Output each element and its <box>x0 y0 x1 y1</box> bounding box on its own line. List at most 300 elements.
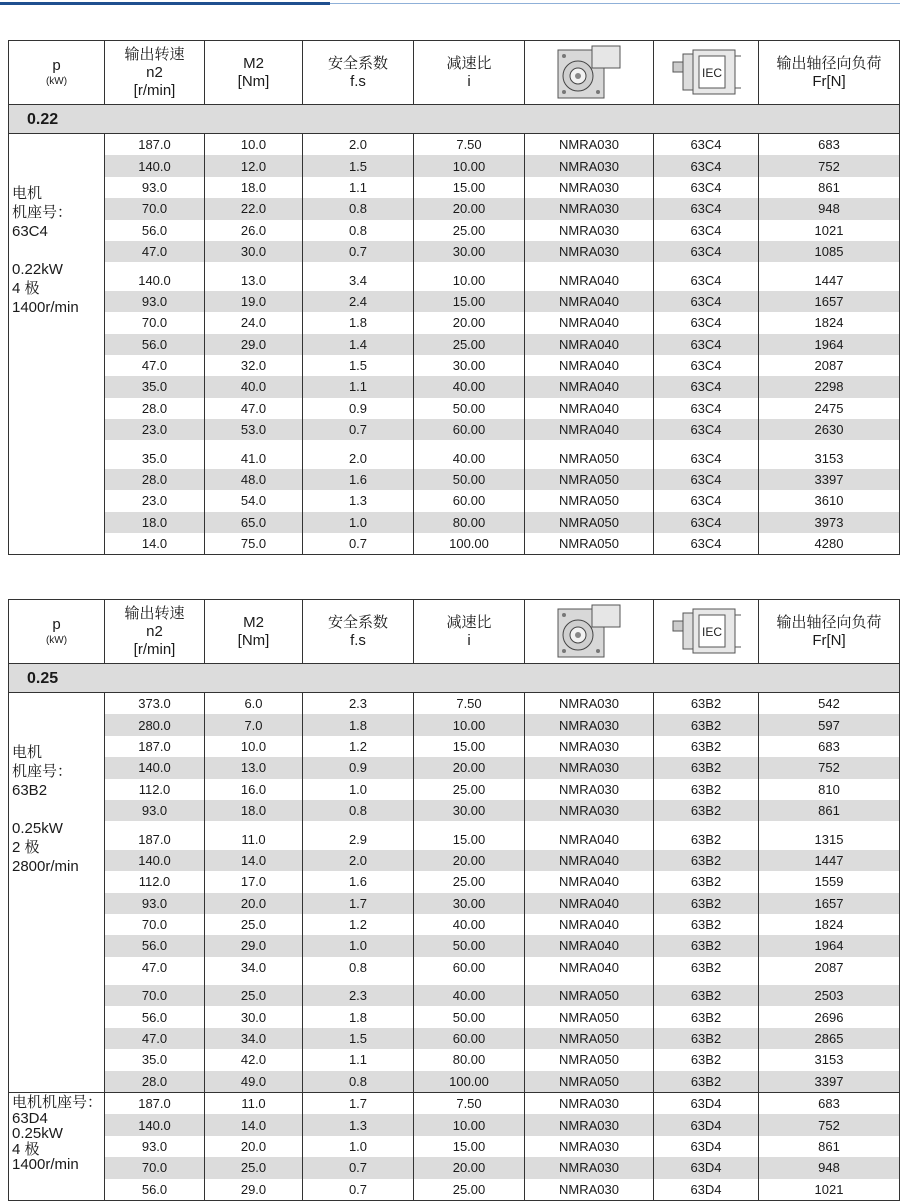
table-cell: 20.00 <box>414 312 525 333</box>
table-cell: 19.0 <box>205 291 303 312</box>
table-cell: 63B2 <box>654 714 759 735</box>
table-cell: NMRA050 <box>525 1071 654 1093</box>
table-cell: 1.5 <box>303 155 414 176</box>
table-cell: NMRA040 <box>525 871 654 892</box>
table-cell: 15.00 <box>414 291 525 312</box>
spec-table-0-22kw <box>8 40 900 555</box>
table-cell: NMRA050 <box>525 1006 654 1027</box>
table-cell: 3973 <box>759 512 900 533</box>
table-cell: 2630 <box>759 419 900 440</box>
table-cell: 2475 <box>759 398 900 419</box>
table-cell: 29.0 <box>205 334 303 355</box>
table-cell: 0.8 <box>303 957 414 978</box>
table-cell: 63B2 <box>654 850 759 871</box>
table-cell: NMRA040 <box>525 828 654 849</box>
table-cell: 63B2 <box>654 800 759 821</box>
motor-info: 电机 机座号： 63C4 0.22kW 4 极 1400r/min <box>9 134 105 555</box>
col-radial-load: 输出轴径向负荷 Fr[N] <box>759 600 900 664</box>
table-cell: 0.8 <box>303 800 414 821</box>
table-cell: 30.0 <box>205 241 303 262</box>
table-cell: 0.7 <box>303 419 414 440</box>
table-cell: 16.0 <box>205 779 303 800</box>
table-cell: 20.00 <box>414 757 525 778</box>
table-cell: 0.7 <box>303 533 414 555</box>
table-cell: 1.7 <box>303 1093 414 1115</box>
table-row <box>9 893 900 914</box>
table-cell: 70.0 <box>105 1157 205 1178</box>
table-cell: 14.0 <box>105 533 205 555</box>
table-cell: 25.00 <box>414 1179 525 1201</box>
table-cell: 40.00 <box>414 376 525 397</box>
table-cell: 70.0 <box>105 198 205 219</box>
table-cell: 63C4 <box>654 376 759 397</box>
table-cell: 63B2 <box>654 828 759 849</box>
table-cell: 1559 <box>759 871 900 892</box>
table-cell: 6.0 <box>205 693 303 715</box>
table-cell: 60.00 <box>414 490 525 511</box>
table-cell: 63C4 <box>654 334 759 355</box>
table-cell: 542 <box>759 693 900 715</box>
table-cell: 752 <box>759 757 900 778</box>
table-row <box>9 714 900 735</box>
table-cell: 4280 <box>759 533 900 555</box>
table-cell: 1.1 <box>303 177 414 198</box>
col-power: p (kW) <box>9 600 105 664</box>
table-cell: 1.3 <box>303 490 414 511</box>
table-cell: 683 <box>759 736 900 757</box>
table-cell: 47.0 <box>105 957 205 978</box>
table-cell: 26.0 <box>205 220 303 241</box>
table-cell: 20.00 <box>414 850 525 871</box>
table-cell: 2696 <box>759 1006 900 1027</box>
header-rule <box>0 0 900 6</box>
table-cell: NMRA040 <box>525 850 654 871</box>
table-cell: 56.0 <box>105 334 205 355</box>
table-cell: 1.2 <box>303 914 414 935</box>
table-cell: 80.00 <box>414 1049 525 1070</box>
table-cell: 1.0 <box>303 1136 414 1157</box>
table-cell: 1964 <box>759 935 900 956</box>
table-cell: 0.8 <box>303 1071 414 1093</box>
table-cell: 56.0 <box>105 1006 205 1027</box>
table-cell: NMRA050 <box>525 490 654 511</box>
col-gearbox <box>525 600 654 664</box>
table-cell: 40.0 <box>205 376 303 397</box>
table-cell: NMRA040 <box>525 957 654 978</box>
table-cell: 63C4 <box>654 312 759 333</box>
table-cell: 23.0 <box>105 490 205 511</box>
table-cell: 13.0 <box>205 269 303 290</box>
motor-info: 电机机座号： 63D4 0.25kW 4 极 1400r/min <box>9 1093 105 1201</box>
table-cell: NMRA040 <box>525 376 654 397</box>
table-cell: 63C4 <box>654 469 759 490</box>
table-cell: 23.0 <box>105 419 205 440</box>
col-ratio: 减速比 i <box>414 41 525 105</box>
table-cell: 0.7 <box>303 241 414 262</box>
table-cell: NMRA050 <box>525 985 654 1006</box>
table-cell: 7.50 <box>414 693 525 715</box>
table-cell: 0.8 <box>303 220 414 241</box>
table-row <box>9 1114 900 1135</box>
table-cell: 1.8 <box>303 312 414 333</box>
col-motor <box>654 41 759 105</box>
table-cell: 29.0 <box>205 1179 303 1201</box>
table-cell: 63B2 <box>654 893 759 914</box>
table-cell: 28.0 <box>105 469 205 490</box>
table-cell: NMRA050 <box>525 1028 654 1049</box>
table-row <box>9 935 900 956</box>
table-cell: 7.50 <box>414 134 525 156</box>
table-cell: 34.0 <box>205 957 303 978</box>
table-cell: 30.00 <box>414 355 525 376</box>
table-row <box>9 262 900 269</box>
table-cell: 187.0 <box>105 134 205 156</box>
table-row <box>9 871 900 892</box>
table-cell: 25.00 <box>414 871 525 892</box>
table-cell: 65.0 <box>205 512 303 533</box>
table-cell: NMRA050 <box>525 1049 654 1070</box>
table-cell: 683 <box>759 134 900 156</box>
table-cell: NMRA030 <box>525 177 654 198</box>
table-row <box>9 985 900 1006</box>
table-cell: 3397 <box>759 1071 900 1093</box>
table-cell: 1.3 <box>303 1114 414 1135</box>
table-cell: 1.0 <box>303 779 414 800</box>
table-cell: 20.0 <box>205 893 303 914</box>
col-power: p (kW) <box>9 41 105 105</box>
table-row <box>9 736 900 757</box>
table-cell: NMRA030 <box>525 1114 654 1135</box>
table-cell: 35.0 <box>105 376 205 397</box>
table-cell: 1.5 <box>303 1028 414 1049</box>
table-row <box>9 757 900 778</box>
table-cell: NMRA030 <box>525 779 654 800</box>
table-cell: 10.00 <box>414 269 525 290</box>
table-cell: 25.00 <box>414 334 525 355</box>
table-cell: 100.00 <box>414 533 525 555</box>
table-cell: 2.0 <box>303 447 414 468</box>
table-cell: NMRA030 <box>525 757 654 778</box>
table-cell: 112.0 <box>105 871 205 892</box>
table-cell: 15.00 <box>414 1136 525 1157</box>
table-cell: 14.0 <box>205 850 303 871</box>
table-cell: 93.0 <box>105 291 205 312</box>
table-row <box>9 398 900 419</box>
table-cell: 1.6 <box>303 469 414 490</box>
table-row <box>9 800 900 821</box>
table-cell: NMRA040 <box>525 893 654 914</box>
table-cell: 2.3 <box>303 693 414 715</box>
table-cell: 63C4 <box>654 447 759 468</box>
table-cell: 2.3 <box>303 985 414 1006</box>
table-cell: 56.0 <box>105 1179 205 1201</box>
table-cell: 30.00 <box>414 800 525 821</box>
table-cell: 1.5 <box>303 355 414 376</box>
table-row <box>9 978 900 985</box>
table-cell: 1.1 <box>303 376 414 397</box>
table-row <box>9 779 900 800</box>
table-cell: NMRA040 <box>525 419 654 440</box>
table-cell: 93.0 <box>105 800 205 821</box>
table-cell: 28.0 <box>105 398 205 419</box>
table-row <box>9 1006 900 1027</box>
table-row <box>9 334 900 355</box>
table-row <box>9 419 900 440</box>
table-cell: 63C4 <box>654 533 759 555</box>
table-row <box>9 177 900 198</box>
table-row <box>9 134 900 156</box>
table-cell: NMRA030 <box>525 241 654 262</box>
table-cell: NMRA030 <box>525 800 654 821</box>
table-row <box>9 693 900 715</box>
iec-motor-icon <box>669 603 743 661</box>
table-cell: 13.0 <box>205 757 303 778</box>
table-cell: 12.0 <box>205 155 303 176</box>
table-cell: 18.0 <box>205 177 303 198</box>
table-cell: 70.0 <box>105 985 205 1006</box>
table-cell: 35.0 <box>105 447 205 468</box>
table-cell: 373.0 <box>105 693 205 715</box>
table-cell: NMRA030 <box>525 1093 654 1115</box>
table-row <box>9 1071 900 1093</box>
table-cell: 861 <box>759 800 900 821</box>
table-cell: 35.0 <box>105 1049 205 1070</box>
table-cell: 40.00 <box>414 447 525 468</box>
table-cell: 25.00 <box>414 779 525 800</box>
table-cell: 63C4 <box>654 177 759 198</box>
table-cell: 2.9 <box>303 828 414 849</box>
table-cell: 47.0 <box>105 1028 205 1049</box>
table-row <box>9 376 900 397</box>
table-cell: 1657 <box>759 291 900 312</box>
table-cell: 3153 <box>759 447 900 468</box>
table-cell: 50.00 <box>414 469 525 490</box>
table-cell: 18.0 <box>105 512 205 533</box>
table-cell: 7.50 <box>414 1093 525 1115</box>
table-row <box>9 533 900 555</box>
table-cell: 42.0 <box>205 1049 303 1070</box>
table-cell: 1.7 <box>303 893 414 914</box>
table-cell: 60.00 <box>414 1028 525 1049</box>
table-cell: 861 <box>759 177 900 198</box>
table-cell: 15.00 <box>414 177 525 198</box>
table-cell: 1657 <box>759 893 900 914</box>
table-cell: 140.0 <box>105 850 205 871</box>
table-cell: 1824 <box>759 914 900 935</box>
table-cell: 1.8 <box>303 1006 414 1027</box>
table-cell: 63B2 <box>654 985 759 1006</box>
header-rule-accent <box>0 2 330 5</box>
table-cell: 1824 <box>759 312 900 333</box>
table-cell: 30.00 <box>414 241 525 262</box>
table-cell: 60.00 <box>414 957 525 978</box>
table-cell: 48.0 <box>205 469 303 490</box>
table-cell: 47.0 <box>205 398 303 419</box>
table-cell: 93.0 <box>105 177 205 198</box>
table-cell: 63C4 <box>654 355 759 376</box>
table-row <box>9 957 900 978</box>
header-rule-thin <box>330 3 900 4</box>
table-cell: 63B2 <box>654 957 759 978</box>
table-cell: 40.00 <box>414 914 525 935</box>
table-cell: NMRA040 <box>525 398 654 419</box>
table-cell: NMRA030 <box>525 1179 654 1201</box>
table-cell: 1.6 <box>303 871 414 892</box>
table-cell: 1447 <box>759 269 900 290</box>
table-cell: NMRA040 <box>525 269 654 290</box>
worm-gearbox-icon <box>552 44 626 102</box>
table-row <box>9 1093 900 1115</box>
table-cell: 60.00 <box>414 419 525 440</box>
table-cell: 63B2 <box>654 1028 759 1049</box>
table-cell: 20.0 <box>205 1136 303 1157</box>
table-cell: 80.00 <box>414 512 525 533</box>
table-cell: 1964 <box>759 334 900 355</box>
table-cell: 2503 <box>759 985 900 1006</box>
table-cell: 63C4 <box>654 291 759 312</box>
motor-info: 电机 机座号： 63B2 0.25kW 2 极 2800r/min <box>9 693 105 1093</box>
table-cell: 53.0 <box>205 419 303 440</box>
table-cell: 10.00 <box>414 714 525 735</box>
table-cell: 18.0 <box>205 800 303 821</box>
table-cell: NMRA030 <box>525 155 654 176</box>
table-cell: NMRA040 <box>525 291 654 312</box>
table-cell: 140.0 <box>105 155 205 176</box>
table-cell: 32.0 <box>205 355 303 376</box>
table-cell: 2298 <box>759 376 900 397</box>
table-cell: 140.0 <box>105 269 205 290</box>
table-row <box>9 828 900 849</box>
table-cell: 63B2 <box>654 736 759 757</box>
col-torque: M2 [Nm] <box>205 600 303 664</box>
table-cell: NMRA040 <box>525 355 654 376</box>
table-cell: NMRA030 <box>525 220 654 241</box>
table-cell: 30.00 <box>414 893 525 914</box>
table-cell: 63C4 <box>654 241 759 262</box>
table-cell: 15.00 <box>414 736 525 757</box>
table-cell: 14.0 <box>205 1114 303 1135</box>
table-cell: 140.0 <box>105 757 205 778</box>
table-cell: 28.0 <box>105 1071 205 1093</box>
table-row <box>9 355 900 376</box>
table-cell: NMRA030 <box>525 198 654 219</box>
table-row <box>9 1028 900 1049</box>
table-cell: 25.00 <box>414 220 525 241</box>
table-cell: 63C4 <box>654 490 759 511</box>
table-cell: 683 <box>759 1093 900 1115</box>
table-row <box>9 269 900 290</box>
table-cell: 30.0 <box>205 1006 303 1027</box>
table-cell: 2.4 <box>303 291 414 312</box>
table-cell: 17.0 <box>205 871 303 892</box>
table-cell: 93.0 <box>105 1136 205 1157</box>
table-cell: 1.8 <box>303 714 414 735</box>
table-cell: 63D4 <box>654 1114 759 1135</box>
table-cell: 7.0 <box>205 714 303 735</box>
table-row <box>9 1179 900 1201</box>
table-cell: 752 <box>759 155 900 176</box>
col-safety-factor: 安全系数 f.s <box>303 600 414 664</box>
svg-text:IEC: IEC <box>701 65 723 80</box>
table-cell: 50.00 <box>414 935 525 956</box>
table-row <box>9 1049 900 1070</box>
svg-text:IEC: IEC <box>701 624 723 639</box>
table-row <box>9 291 900 312</box>
table-cell: 10.0 <box>205 736 303 757</box>
col-ratio: 减速比 i <box>414 600 525 664</box>
table-cell: NMRA050 <box>525 469 654 490</box>
col-safety-factor: 安全系数 f.s <box>303 41 414 105</box>
col-motor <box>654 600 759 664</box>
table-cell: 1315 <box>759 828 900 849</box>
table-row <box>9 1157 900 1178</box>
table-cell: 280.0 <box>105 714 205 735</box>
table-cell: 24.0 <box>205 312 303 333</box>
table-cell: 63C4 <box>654 269 759 290</box>
table-cell: 1085 <box>759 241 900 262</box>
table-cell: 49.0 <box>205 1071 303 1093</box>
table-cell: 56.0 <box>105 220 205 241</box>
table-cell: 0.9 <box>303 398 414 419</box>
table-cell: 70.0 <box>105 914 205 935</box>
table-cell: 50.00 <box>414 1006 525 1027</box>
table-row <box>9 447 900 468</box>
table-cell: 63B2 <box>654 1049 759 1070</box>
table-cell: 1021 <box>759 1179 900 1201</box>
table-cell: 2.0 <box>303 850 414 871</box>
table-cell: 63C4 <box>654 134 759 156</box>
table-row <box>9 155 900 176</box>
table-cell: 63C4 <box>654 155 759 176</box>
table-cell: NMRA050 <box>525 447 654 468</box>
table-cell: 752 <box>759 1114 900 1135</box>
table-cell: 63B2 <box>654 871 759 892</box>
table-cell: 63B2 <box>654 935 759 956</box>
table-cell: 0.8 <box>303 198 414 219</box>
table-row <box>9 1136 900 1157</box>
table-row <box>9 440 900 447</box>
table-cell: NMRA040 <box>525 312 654 333</box>
table-cell: 3153 <box>759 1049 900 1070</box>
table-cell: 40.00 <box>414 985 525 1006</box>
table-cell: 1021 <box>759 220 900 241</box>
table-cell: 1.4 <box>303 334 414 355</box>
table-cell: 10.00 <box>414 155 525 176</box>
table-cell: 2865 <box>759 1028 900 1049</box>
table-cell: 140.0 <box>105 1114 205 1135</box>
table-cell: 25.0 <box>205 985 303 1006</box>
table-row <box>9 312 900 333</box>
table-cell: NMRA040 <box>525 935 654 956</box>
table-cell: 20.00 <box>414 1157 525 1178</box>
table-cell: 56.0 <box>105 935 205 956</box>
table-cell: 100.00 <box>414 1071 525 1093</box>
table-cell: 3610 <box>759 490 900 511</box>
table-cell: NMRA030 <box>525 134 654 156</box>
table-cell: 0.7 <box>303 1179 414 1201</box>
table-cell: 112.0 <box>105 779 205 800</box>
table-cell: 0.7 <box>303 1157 414 1178</box>
table-row <box>9 914 900 935</box>
table-cell: 187.0 <box>105 736 205 757</box>
table-cell: 2087 <box>759 957 900 978</box>
table-cell: 1447 <box>759 850 900 871</box>
table-cell: 47.0 <box>105 355 205 376</box>
table-cell: 861 <box>759 1136 900 1157</box>
table-cell: NMRA030 <box>525 1136 654 1157</box>
table-cell: 3.4 <box>303 269 414 290</box>
table-cell: 22.0 <box>205 198 303 219</box>
